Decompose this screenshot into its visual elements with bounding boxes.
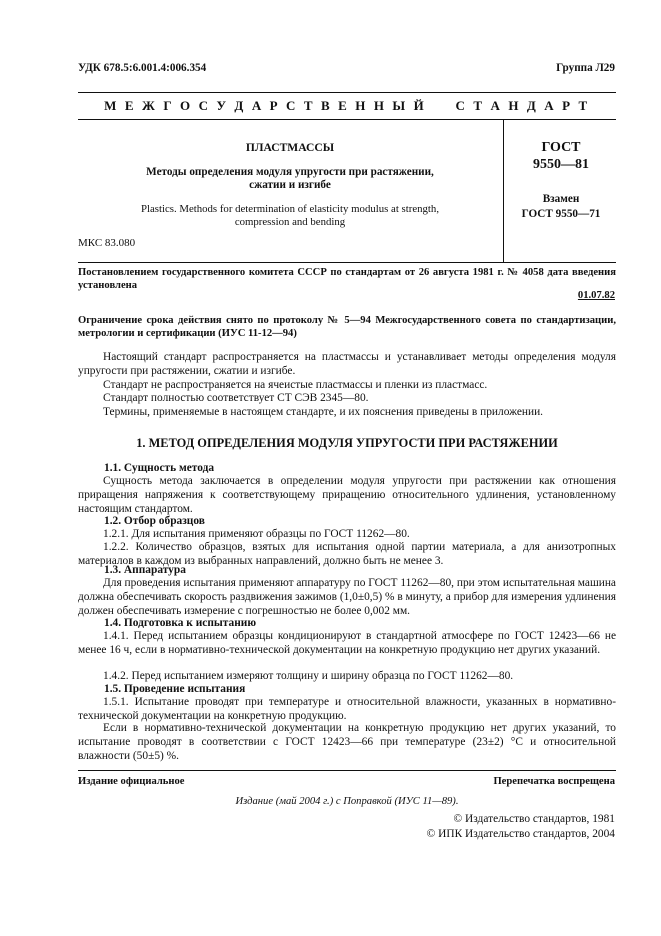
- replaces-label: Взамен: [542, 193, 580, 205]
- title-subtitle-line2: сжатии и изгибе: [249, 179, 331, 191]
- title-block-bottom-rule: [78, 262, 616, 263]
- interstate-standard-banner: М Е Ж Г О С У Д А Р С Т В Е Н Н Ы Й С Т А Н Д А Р Т: [104, 98, 590, 113]
- s11-text: Сущность метода заключается в определении модуля упругости при растяжении как отношения приращения напряжения к соответствующему приращению относительного удлинения, установленному настоящим стандартом.: [78, 475, 616, 515]
- decree-text: Постановлением государственного комитета СССР по стандартам от 26 августа 1981 г. № 4058 дата введения установлена: [78, 267, 616, 291]
- footer-rule: [78, 770, 616, 771]
- s13-text: Для проведения испытания применяют аппаратуру по ГОСТ 11262—80, при этом испытательная машина должна обеспечивать скорость раздвижения зажимов (1,0±0,5) % в минуту, а прибор для измерения удлинения должен обеспечивать измерение с погрешностью не более 0,002 мм.: [78, 577, 616, 617]
- top-rule: [78, 92, 616, 93]
- title-english-line1: Plastics. Methods for determination of elasticity modulus at strength,: [140, 203, 440, 215]
- copyright-1981: © Издательство стандартов, 1981: [453, 813, 615, 825]
- intro-paragraph-4: Термины, применяемые в настоящем стандарте, и их пояснения приведены в приложении.: [103, 406, 544, 418]
- s141-text: 1.4.1. Перед испытанием образцы кондиционируют в стандартной атмосфере по ГОСТ 12423—66 не менее 16 ч, если в нормативно-технической документации на конкретную продукцию нет других указаний.: [78, 630, 616, 656]
- gost-replaces: [505, 192, 617, 222]
- group-code: Группа Л29: [556, 62, 615, 74]
- gost-designation: [505, 139, 617, 173]
- intro-paragraph-3: Стандарт полностью соответствует СТ СЭВ 2345—80.: [103, 392, 369, 404]
- s121-text: 1.2.1. Для испытания применяют образцы по ГОСТ 11262—80.: [103, 528, 410, 540]
- title-subtitle-line1: Методы определения модуля упругости при растяжении,: [146, 166, 434, 178]
- s15-title: 1.5. Проведение испытания: [104, 683, 246, 695]
- gost-label: ГОСТ: [541, 140, 581, 155]
- s11-title: 1.1. Сущность метода: [104, 462, 215, 474]
- mks-code: МКС 83.080: [78, 237, 136, 249]
- replaces-number: ГОСТ 9550—71: [521, 208, 601, 220]
- s12-title: 1.2. Отбор образцов: [104, 515, 205, 527]
- title-english: [78, 203, 502, 229]
- gost-number: 9550—81: [533, 157, 589, 172]
- title-subtitle: [78, 166, 502, 192]
- restriction-text: Ограничение срока действия снято по протоколу № 5—94 Межгосударственного совета по стандартизации, метрологии и сертификации (ИУС 11-12—94): [78, 315, 616, 339]
- edition-note: Издание (май 2004 г.) с Поправкой (ИУС 11—89).: [235, 796, 459, 807]
- title-block-divider: [503, 120, 504, 263]
- s122-text: 1.2.2. Количество образцов, взятых для испытания одной партии материала, а для анизотропных материалов в каждом из выбранных направлений, должно быть не менее 3.: [78, 541, 616, 567]
- title-english-line2: compression and bending: [234, 216, 346, 228]
- s151b-text: Если в нормативно-технической документации на конкретную продукцию нет других указаний, то испытание проводят в соответствии с ГОСТ 12423—66 при температуре (23±2) °С и относительной влажности (50±5) %.: [78, 722, 616, 762]
- s142-text: 1.4.2. Перед испытанием измеряют толщину и ширину образца по ГОСТ 11262—80.: [103, 670, 514, 682]
- copyright-2004: © ИПК Издательство стандартов, 2004: [426, 828, 615, 840]
- intro-paragraph-1: Настоящий стандарт распространяется на пластмассы и устанавливает методы определения модуля упругости при растяжении, сжатии и изгибе.: [78, 351, 616, 377]
- reprint-prohibited: Перепечатка воспрещена: [493, 776, 615, 787]
- official-edition: Издание официальное: [78, 776, 185, 787]
- s14-title: 1.4. Подготовка к испытанию: [104, 617, 257, 629]
- decree-date: 01.07.82: [577, 290, 615, 301]
- s151-text: 1.5.1. Испытание проводят при температуре и относительной влажности, указанных в нормативно-технической документации на конкретную продукцию.: [78, 696, 616, 722]
- title-main: ПЛАСТМАССЫ: [245, 141, 335, 154]
- udk-code: УДК 678.5:6.001.4:006.354: [78, 62, 207, 74]
- section1-heading: 1. МЕТОД ОПРЕДЕЛЕНИЯ МОДУЛЯ УПРУГОСТИ ПРИ РАСТЯЖЕНИИ: [136, 436, 558, 450]
- intro-paragraph-2: Стандарт не распространяется на ячеистые пластмассы и пленки из пластмасс.: [103, 379, 488, 391]
- s13-title: 1.3. Аппаратура: [104, 564, 186, 576]
